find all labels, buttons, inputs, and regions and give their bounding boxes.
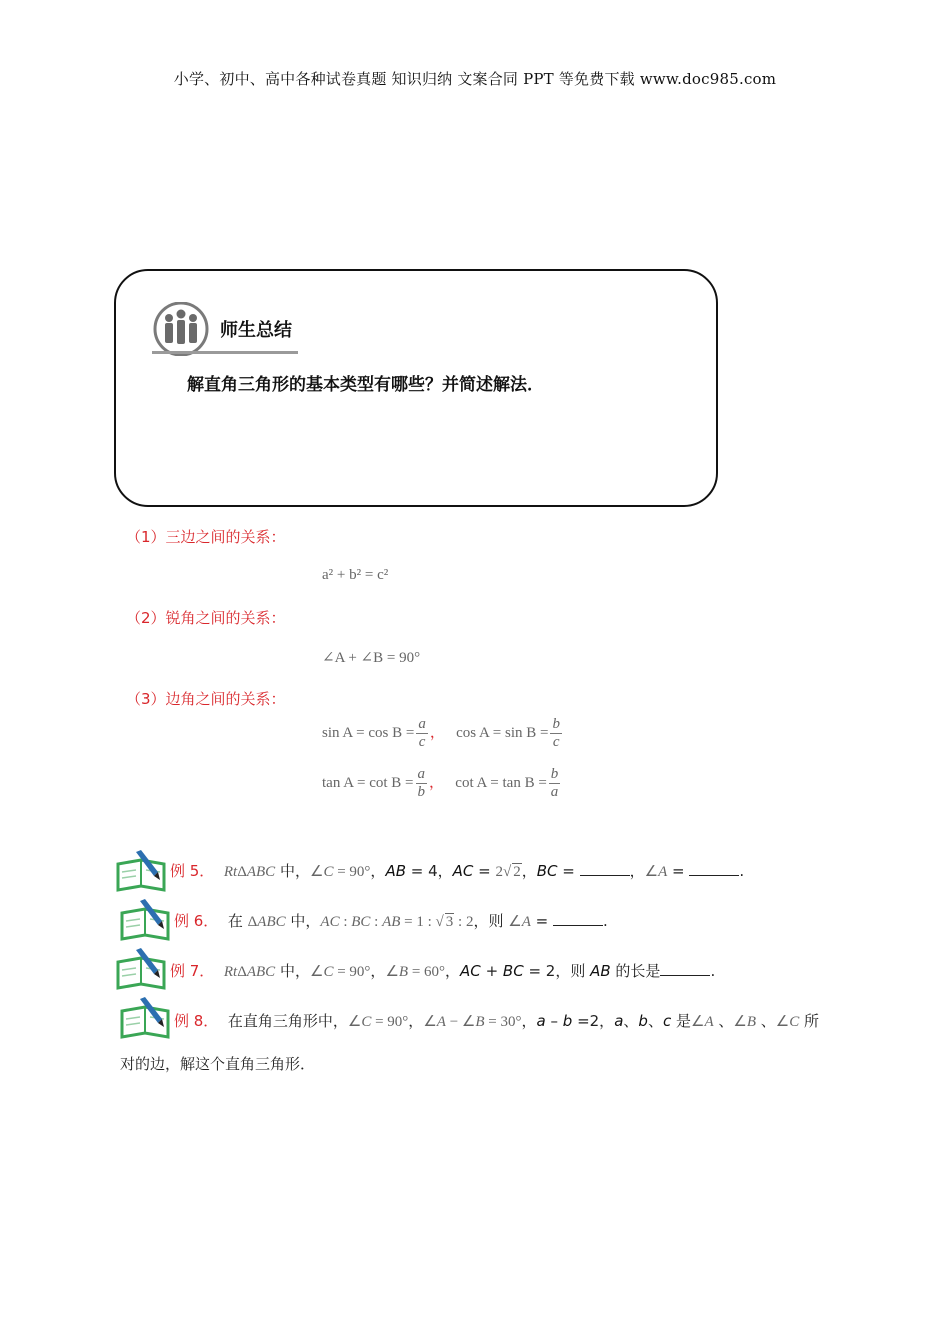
- answer-blank[interactable]: [660, 961, 710, 976]
- fraction-b-over-a: $\frac{b}{a}$: [550, 766, 559, 800]
- formula-pythagorean: a² + b² = c²: [322, 567, 389, 583]
- fraction-b-over-c: $\frac{b}{c}$: [552, 716, 560, 750]
- formula-sin-cos: sin A = cos B = $\frac{a}{c}$ ， cos A = sin B = $\frac{b}{c}$: [322, 716, 560, 750]
- example-8: 例 8． 在直角三角形中，∠C = 90°，∠A − ∠B = 30°，a – b =2，a、b、c 是∠A 、∠B 、∠C 所: [174, 1012, 820, 1030]
- example-label: 例 8．: [174, 1012, 219, 1030]
- answer-blank[interactable]: [689, 861, 739, 876]
- formula-acute-angles: ∠A + ∠B = 90°: [322, 650, 421, 666]
- example-7: 例 7． RtΔABC 中，∠C = 90°，∠B = 60°，AC + BC = 2，则 AB 的长是 .: [170, 962, 716, 980]
- teacher-students-icon: [152, 302, 210, 356]
- example-5: 例 5． RtΔABC 中，∠C = 90°，AB = 4，AC = 2√ 2，BC = ，∠A = .: [170, 862, 745, 880]
- formula-tan-cot: tan A = cot B = $\frac{a}{b}$ ， cot A = tan B = $\frac{b}{a}$: [322, 766, 559, 800]
- cot-a-expr: cot A = tan B =: [455, 774, 547, 791]
- section-label-1: （1）三边之间的关系：: [126, 528, 286, 546]
- example-label: 例 7．: [170, 962, 215, 980]
- answer-blank[interactable]: [553, 911, 603, 926]
- book-pencil-icon: [118, 899, 174, 943]
- example-6: 例 6． 在 ΔABC 中，AC : BC : AB = 1 : √ 3 : 2，则 ∠A = .: [174, 912, 608, 930]
- cos-a-expr: cos A = sin B =: [456, 724, 549, 741]
- answer-blank[interactable]: [580, 861, 630, 876]
- example-8-line2: 对的边，解这个直角三角形．: [120, 1055, 316, 1073]
- book-pencil-icon: [114, 948, 170, 992]
- page-header: 小学、初中、高中各种试卷真题 知识归纳 文案合同 PPT 等免费下载 www.doc985.com: [173, 70, 777, 88]
- book-pencil-icon: [114, 850, 170, 894]
- sin-a-expr: sin A = cos B =: [322, 724, 415, 741]
- title-underline: [152, 351, 298, 354]
- book-pencil-icon: [118, 997, 174, 1041]
- example-label: 例 6．: [174, 912, 219, 930]
- example-label: 例 5．: [170, 862, 215, 880]
- fraction-a-over-c: $\frac{a}{c}$: [418, 716, 426, 750]
- tan-a-expr: tan A = cot B =: [322, 774, 414, 791]
- section-label-3: （3）边角之间的关系：: [126, 690, 286, 708]
- summary-question: 解直角三角形的基本类型有哪些？并简述解法．: [187, 375, 544, 395]
- fraction-a-over-b: $\frac{a}{b}$: [417, 766, 426, 800]
- section-label-2: （2）锐角之间的关系：: [126, 609, 286, 627]
- summary-title: 师生总结: [220, 320, 292, 341]
